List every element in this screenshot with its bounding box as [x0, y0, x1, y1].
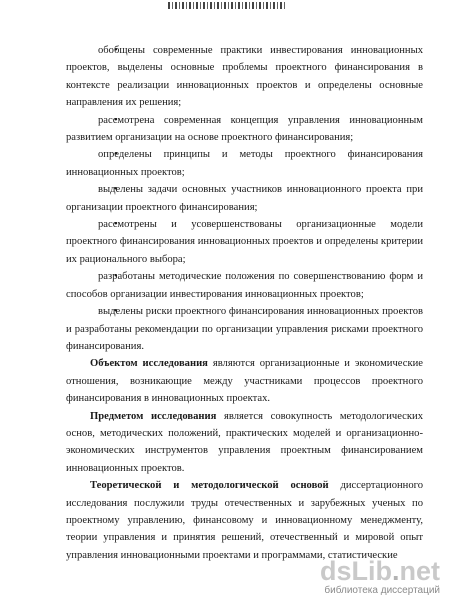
watermark-logo [290, 557, 440, 585]
subject-text: является совокупность методологических основ, методических положений, практических моделей и организационно-экономических инструментов управления проектным финансированием инновационных проектов. [66, 410, 423, 474]
bullet-item: • разработаны методические положения по совершенствованию форм и способов организации инвестирования инновационных проектов; [66, 268, 423, 303]
bullet-item: • рассмотрена современная концепция управления инновационным развитием организации на основе проектного финансирования; [66, 112, 423, 147]
watermark-logo-main: dsLib [319, 556, 392, 586]
scan-artifact [168, 2, 286, 9]
bullet-item: • обобщены современные практики инвестирования инновационных проектов, выделены основные проблемы проектного финансирования в контексте реализации инновационных проектов и определены основные направления их решения; [66, 42, 423, 112]
basis-paragraph [66, 477, 423, 564]
bullet-item: • рассмотрены и усовершенствованы организационные модели проектного финансирования инновационных проектов и определены критерии их рационального выбора; [66, 216, 423, 268]
scan-top-edge [0, 0, 450, 14]
document-page [66, 42, 423, 564]
subject-paragraph [66, 408, 423, 478]
basis-text: диссертационного исследования послужили труды отечественных и зарубежных ученых по проектному управлению, финансовому и инновационному менеджменту, теории управления и принятия решений, отечественный и мировой опыт управления инновационными проектами и программами, статистические [66, 480, 423, 561]
basis-term: Теоретической и методологической основой [90, 480, 329, 492]
watermark-subtitle: библиотека диссертаций [324, 585, 440, 596]
object-term: Объектом исследования [90, 358, 208, 370]
subject-term: Предметом исследования [90, 410, 217, 422]
bullet-item: • выделены задачи основных участников инновационного проекта при организации проектного финансирования; [66, 181, 423, 216]
watermark [290, 557, 440, 603]
watermark-logo-tld: net [399, 556, 440, 586]
bullet-item: • выделены риски проектного финансирования инновационных проектов и разработаны рекомендации по организации управления рисками проектного финансирования. [66, 303, 423, 355]
object-text: являются организационные и экономические отношения, возникающие между участниками процессов проектного финансирования в инновационных проектах. [66, 358, 423, 405]
bullet-item: • определены принципы и методы проектного финансирования инновационных проектов; [66, 146, 423, 181]
object-paragraph [66, 355, 423, 407]
watermark-logo-dot: . [391, 556, 400, 586]
